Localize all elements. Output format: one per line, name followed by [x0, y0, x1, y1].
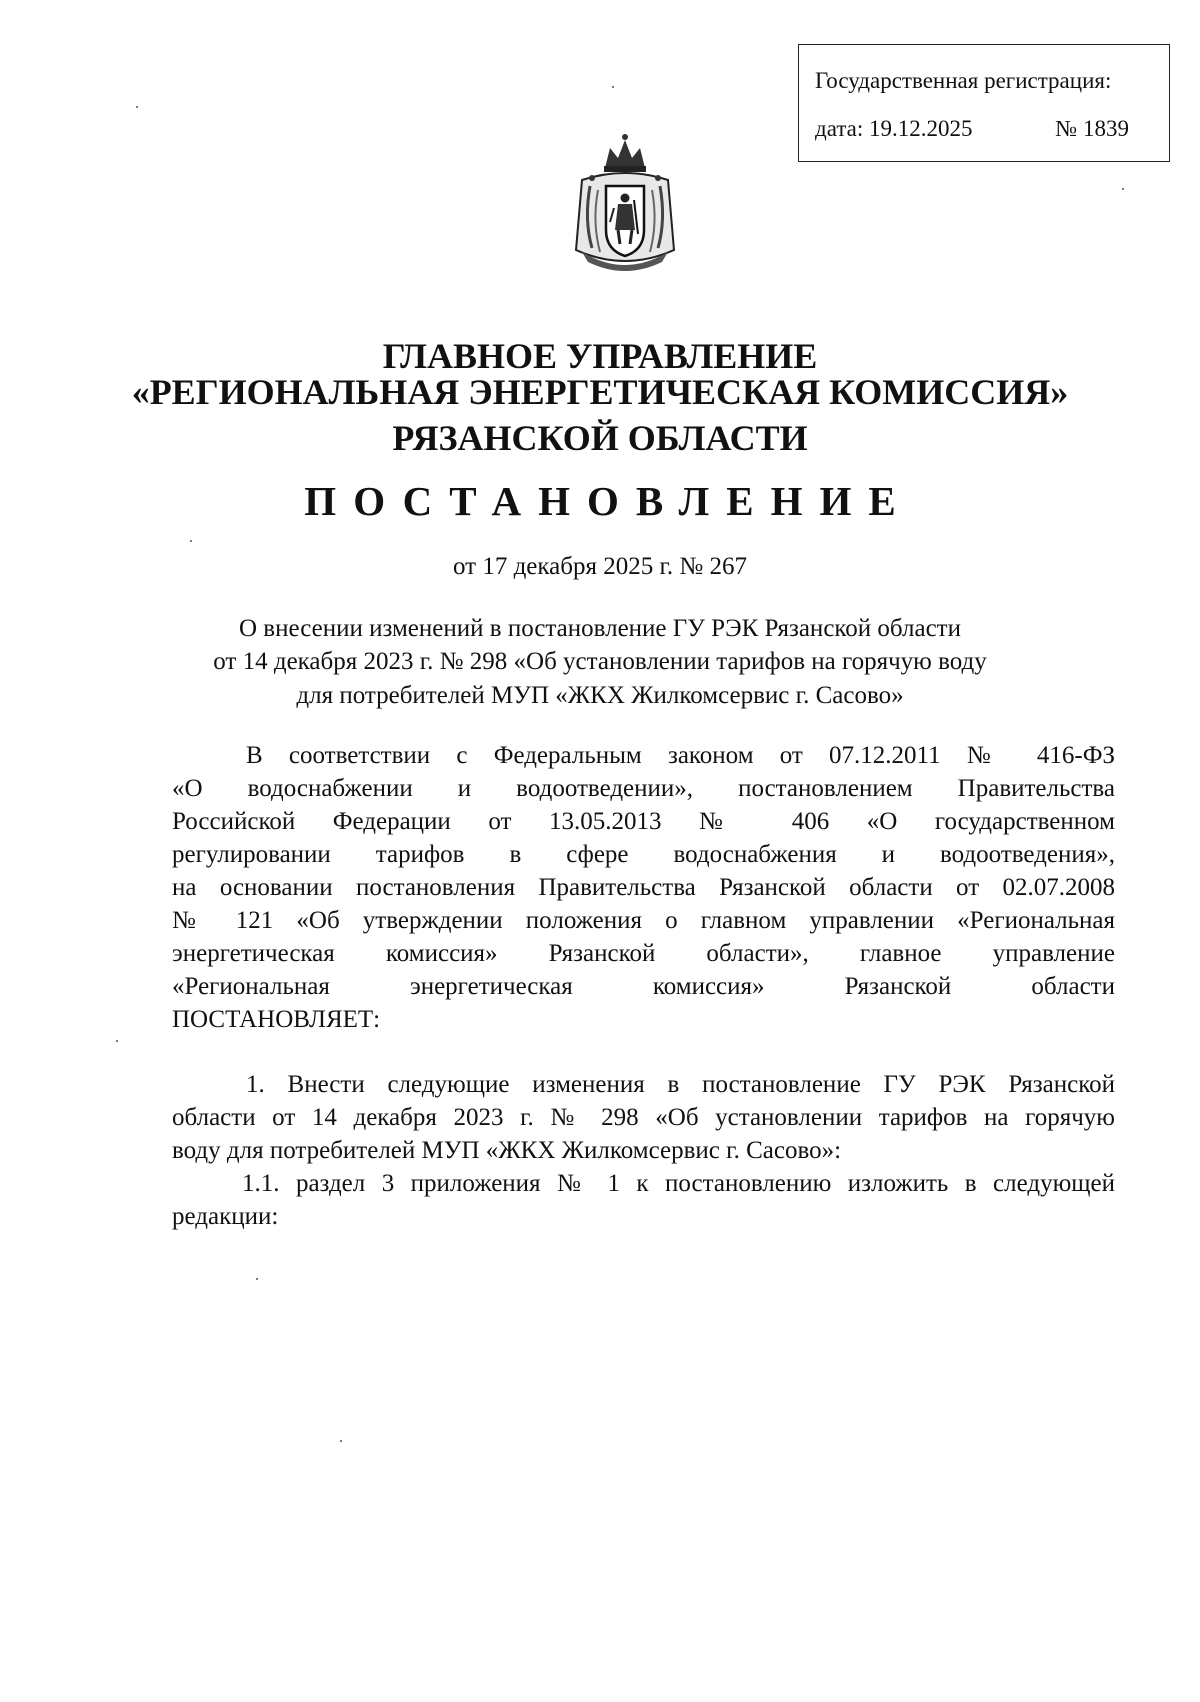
- preamble-line: Российской Федерации от 13.05.2013 № 406 «О государственном: [172, 808, 1115, 835]
- subject-line: от 14 декабря 2023 г. № 298 «Об установлении тарифов на горячую воду: [213, 648, 987, 675]
- organization-name-line-1: ГЛАВНОЕ УПРАВЛЕНИЕ: [382, 336, 818, 376]
- registration-date: дата: 19.12.2025: [815, 116, 973, 141]
- scan-speck: [1122, 188, 1124, 190]
- preamble-line: «О водоснабжении и водоотведении», постановлением Правительства: [172, 775, 1115, 802]
- registration-title: Государственная регистрация:: [815, 68, 1112, 93]
- document-type: ПОСТАНОВЛЕНИЕ: [304, 478, 913, 524]
- item-1-1-line: 1.1. раздел 3 приложения № 1 к постановлению изложить в следующей: [242, 1170, 1115, 1197]
- scan-speck: [340, 1440, 342, 1442]
- item-1-line: воду для потребителей МУП «ЖКХ Жилкомсервис г. Сасово»:: [172, 1137, 842, 1164]
- preamble-line: № 121 «Об утверждении положения о главном управлении «Региональная: [172, 907, 1115, 934]
- organization-name-line-3: РЯЗАНСКОЙ ОБЛАСТИ: [392, 418, 808, 458]
- preamble-line: на основании постановления Правительства Рязанской области от 02.07.2008: [172, 874, 1115, 901]
- ryazan-coat-of-arms-icon: [562, 130, 688, 280]
- registration-number: № 1839: [1055, 116, 1129, 141]
- item-1-line: области от 14 декабря 2023 г. № 298 «Об установлении тарифов на горячую: [172, 1104, 1115, 1131]
- item-1-1-line: редакции:: [172, 1203, 279, 1230]
- subject-line: О внесении изменений в постановление ГУ РЭК Рязанской области: [239, 615, 961, 642]
- item-1-line: 1. Внести следующие изменения в постановление ГУ РЭК Рязанской: [246, 1071, 1115, 1098]
- preamble-line: энергетическая комиссия» Рязанской области», главное управление: [172, 940, 1115, 967]
- registration-stamp: [798, 44, 1170, 162]
- scan-speck: [136, 106, 138, 108]
- scan-speck: [612, 86, 614, 88]
- scan-speck: [256, 1278, 258, 1280]
- scan-speck: [116, 1040, 118, 1042]
- preamble-line: регулировании тарифов в сфере водоснабжения и водоотведения»,: [172, 841, 1115, 868]
- preamble-line: «Региональная энергетическая комиссия» Рязанской области: [172, 973, 1115, 1000]
- preamble-line: В соответствии с Федеральным законом от 07.12.2011 № 416-ФЗ: [246, 742, 1115, 769]
- preamble-resolution-word: ПОСТАНОВЛЯЕТ:: [172, 1006, 381, 1033]
- scan-speck: [190, 540, 192, 542]
- organization-name-line-2: «РЕГИОНАЛЬНАЯ ЭНЕРГЕТИЧЕСКАЯ КОМИССИЯ»: [131, 372, 1069, 412]
- subject-line: для потребителей МУП «ЖКХ Жилкомсервис г. Сасово»: [296, 682, 904, 709]
- document-date-number: от 17 декабря 2025 г. № 267: [452, 553, 748, 580]
